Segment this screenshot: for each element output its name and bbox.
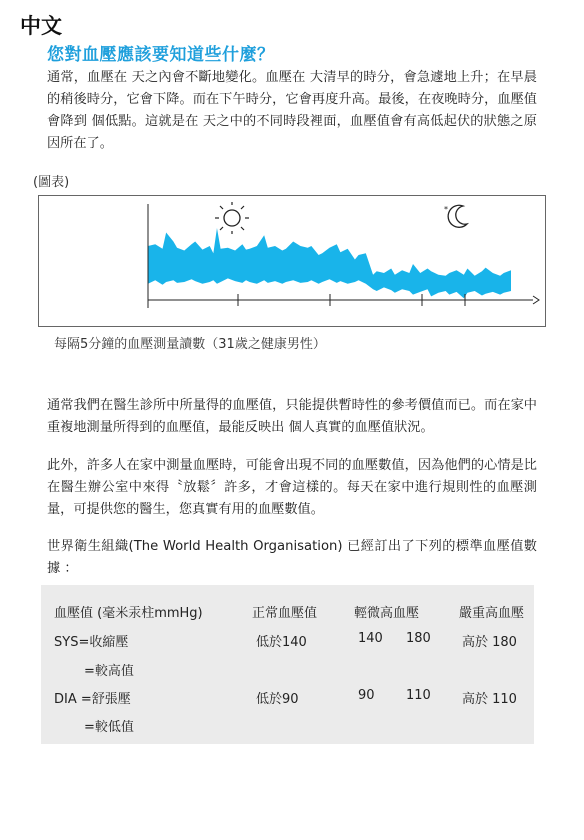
sys-label: SYS=收縮壓: [54, 635, 129, 650]
clinic-paragraph: 通常我們在醫生診所中所量得的血壓值，只能提供暫時性的參考價值而已。而在家中重複地測量所得到的血壓值，最能反映出 個人真實的血壓值狀況。: [47, 398, 537, 435]
dia-mild-low: 90: [358, 688, 375, 703]
dia-label: DIA =舒張壓: [54, 692, 131, 707]
chart-caption: 每隔5分鐘的血壓測量讀數（31歲之健康男性）: [54, 337, 326, 352]
blood-pressure-chart: [38, 195, 546, 327]
sys-normal: 低於140: [256, 635, 307, 650]
x-axis-arrow: [533, 296, 539, 304]
bp-standards-table: [41, 585, 534, 744]
sys-mild-high: 180: [406, 631, 431, 646]
sys-mild-low: 140: [358, 631, 383, 646]
who-paragraph: 世界衛生組織(The World Health Organisation) 已經訂出了下列的標準血壓值數據 ：: [47, 539, 537, 576]
moon-icon: [444, 205, 467, 227]
svg-text:*: *: [444, 205, 448, 214]
header-severe: 嚴重高血壓: [459, 606, 525, 621]
sys-sub-label: =較高值: [84, 664, 134, 679]
header-bp-value: 血壓值 (毫米汞柱mmHg): [54, 606, 203, 621]
home-measurement-paragraph: 此外，許多人在家中測量血壓時，可能會出現不同的血壓數值，因為他們的心情是比在醫生辦公室中來得〝放鬆〞許多，才會這樣的。每天在家中進行規則性的血壓測量，可提供您的醫生，您真實有用的血壓數值。: [47, 458, 537, 517]
sys-severe: 高於 180: [462, 635, 517, 650]
intro-paragraph: 通常，血壓在 天之內會不斷地變化。血壓在 大清早的時分，會急遽地上升；在早晨的稍後時分，它會下降。而在下午時分，它會再度升高。最後，在夜晚時分，血壓值會降到 個低點。這就是在 天之中的不同時段裡面，血壓值會有高低起伏的狀態之原因所在了。: [47, 70, 537, 151]
dia-sub-label: =較低值: [84, 720, 134, 735]
page-title: 您對血壓應該要知道些什麼？: [47, 45, 275, 65]
sun-icon: [215, 202, 249, 234]
header-normal: 正常血壓值: [252, 606, 318, 621]
dia-severe: 高於 110: [462, 692, 517, 707]
dia-mild-high: 110: [406, 688, 431, 703]
language-heading: 中文: [20, 14, 62, 38]
dia-normal: 低於90: [256, 692, 299, 707]
bp-range-band: [148, 228, 511, 298]
chart-svg: [39, 196, 547, 328]
chart-label: (圖表): [33, 175, 70, 190]
header-mild: 輕微高血壓: [354, 606, 420, 621]
